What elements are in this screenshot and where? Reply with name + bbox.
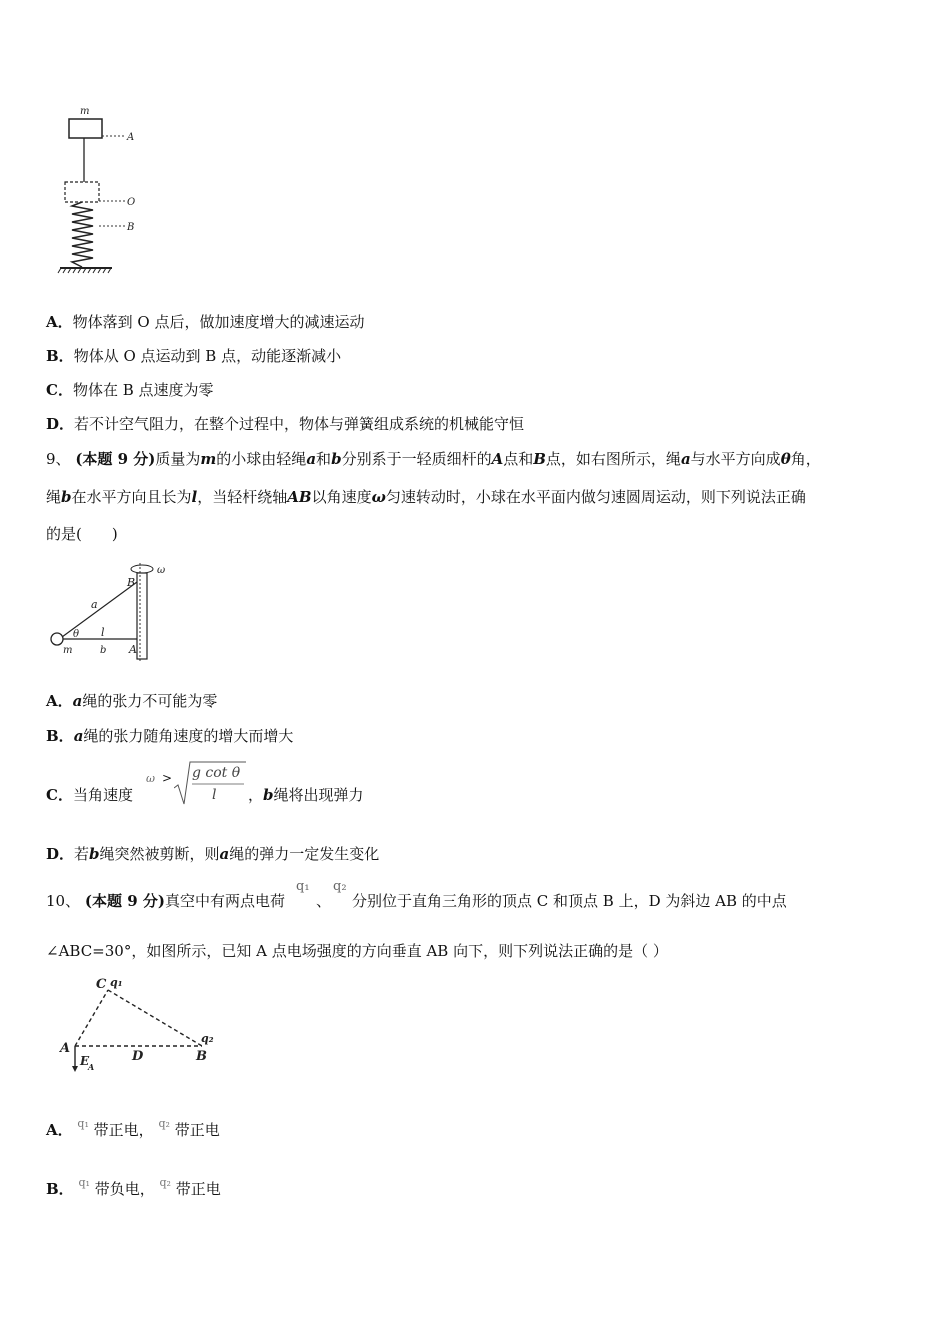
fig-label-C: C xyxy=(96,977,107,992)
fig-label-A: A xyxy=(129,643,137,656)
q9-option-b[interactable] xyxy=(46,725,293,746)
option-letter: A． xyxy=(46,692,73,710)
stem-text: 匀速转动时，小球在水平面内做匀速圆周运动，则下列说法正确 xyxy=(385,488,806,506)
stem-text: 质量为 xyxy=(155,450,201,468)
stem-text: 与水平方向成 xyxy=(690,450,781,468)
fig-label-omega: ω xyxy=(157,565,166,576)
option-text: 带负电， xyxy=(94,1180,155,1198)
var-a: a xyxy=(219,845,230,863)
q8-option-b[interactable] xyxy=(46,345,341,366)
option-text: 绳突然被剪断，则 xyxy=(99,845,220,863)
option-text: 当角速度 xyxy=(72,786,133,804)
var-b: b xyxy=(331,450,342,468)
q8-option-a[interactable] xyxy=(46,311,364,332)
q9-option-c-tail xyxy=(248,784,364,805)
fig-label-EA: E xyxy=(80,1054,90,1068)
fig-label-l: l xyxy=(101,626,105,639)
spring-coil xyxy=(72,202,93,267)
omega-symbol: ω xyxy=(146,772,155,785)
var-b: b xyxy=(61,488,72,506)
stem-text: ，当轻杆绕轴 xyxy=(197,488,288,506)
q1-symbol: q₁ xyxy=(296,879,310,894)
fig-label-B: B xyxy=(196,1049,207,1064)
fig-label-O: O xyxy=(127,197,136,208)
q10-stem-line1 xyxy=(46,890,285,911)
option-text: 绳的张力不可能为零 xyxy=(82,692,218,710)
q9-option-a[interactable] xyxy=(46,690,217,711)
q9-stem-line1 xyxy=(46,448,821,469)
question-score: (本题 9 分) xyxy=(75,450,156,468)
var-b: b xyxy=(263,786,274,804)
gt-symbol: > xyxy=(162,771,173,785)
stem-text: ∠ABC=30°，如图所示，已知 A 点电场强度的方向垂直 AB 向下，则下列说法正确的是（ ） xyxy=(46,942,668,960)
fig-label-m: m xyxy=(63,645,73,656)
fig-label-theta: θ xyxy=(73,629,80,640)
option-letter: A． xyxy=(46,1121,73,1139)
q1-symbol: q₁ xyxy=(77,1117,89,1130)
stem-text: 点和 xyxy=(503,450,534,468)
fig-label-A: A xyxy=(60,1041,71,1056)
option-letter: C． xyxy=(46,786,73,804)
stem-text: 绳 xyxy=(46,488,62,506)
var-A: A xyxy=(491,450,504,468)
mass-block-dashed xyxy=(65,182,99,202)
stem-text: 的小球由轻绳 xyxy=(216,450,307,468)
option-letter: B． xyxy=(46,347,74,365)
fig-label-B: B xyxy=(127,222,135,233)
q9-option-d[interactable] xyxy=(46,843,379,864)
option-letter: B． xyxy=(46,1180,74,1198)
var-a: a xyxy=(73,727,84,745)
stem-text: 分别系于一轻质细杆的 xyxy=(341,450,492,468)
q9-stem-line3 xyxy=(46,523,118,544)
q10-stem-line1-tail: 分别位于直角三角形的顶点 C 和顶点 B 上，D 为斜边 AB 的中点 xyxy=(352,892,787,910)
var-l: l xyxy=(191,488,198,506)
comma: ， xyxy=(248,786,264,804)
q2-symbol: q₂ xyxy=(159,1176,171,1189)
stem-text: 的是( ) xyxy=(46,525,118,543)
q10-stem-line2 xyxy=(46,940,668,961)
var-a: a xyxy=(306,450,317,468)
var-a: a xyxy=(72,692,83,710)
q9-stem-line2 xyxy=(46,486,806,507)
fig-label-m: m xyxy=(80,106,90,117)
var-omega: ω xyxy=(371,488,386,506)
question-number: 9、 xyxy=(46,450,71,468)
q1-symbol: q₁ xyxy=(78,1176,90,1189)
var-theta: θ xyxy=(780,450,791,468)
option-text: 绳的张力随角速度的增大而增大 xyxy=(83,727,294,745)
stem-text: 在水平方向且长为 xyxy=(71,488,192,506)
mass-block xyxy=(69,119,102,138)
option-text: 绳的弹力一定发生变化 xyxy=(229,845,380,863)
question-score: (本题 9 分) xyxy=(84,892,165,910)
option-letter: D． xyxy=(46,415,75,433)
q8-option-c[interactable] xyxy=(46,379,214,400)
fig-label-D: D xyxy=(132,1049,144,1064)
fig-label-A: A xyxy=(127,132,135,143)
rod-ball-figure xyxy=(45,557,185,667)
var-b: b xyxy=(89,845,100,863)
frac-numerator: g cot θ xyxy=(192,765,241,781)
stem-text: 以角速度 xyxy=(311,488,372,506)
fig-label-b: b xyxy=(100,645,107,656)
option-letter: C． xyxy=(46,381,73,399)
option-text: 带正电， xyxy=(93,1121,154,1139)
option-text: 若 xyxy=(74,845,90,863)
side-AC xyxy=(75,990,108,1046)
fig-label-q1: q₁ xyxy=(110,976,123,989)
side-CB xyxy=(108,990,202,1046)
var-m: m xyxy=(200,450,217,468)
option-letter: D． xyxy=(46,845,75,863)
var-a: a xyxy=(680,450,691,468)
q8-option-d[interactable] xyxy=(46,413,524,434)
ball xyxy=(51,633,63,645)
option-text: 物体在 B 点速度为零 xyxy=(72,381,214,399)
stem-text: 真空中有两点电荷 xyxy=(164,892,285,910)
option-text: 带正电 xyxy=(175,1180,221,1198)
stem-text: 和 xyxy=(316,450,332,468)
rod xyxy=(137,573,147,659)
stem-text: 角， xyxy=(790,450,821,468)
q2-symbol: q₂ xyxy=(158,1117,170,1130)
option-text: 绳将出现弹力 xyxy=(273,786,364,804)
var-AB: AB xyxy=(287,488,312,506)
q10-option-a[interactable] xyxy=(46,1119,220,1140)
option-letter: B． xyxy=(46,727,74,745)
q9-option-c[interactable] xyxy=(46,784,133,805)
option-text: 若不计空气阻力，在整个过程中，物体与弹簧组成系统的机械能守恒 xyxy=(74,415,525,433)
var-B: B xyxy=(533,450,546,468)
option-text: 带正电 xyxy=(174,1121,220,1139)
frac-denominator: l xyxy=(212,787,217,803)
separator: 、 xyxy=(316,892,332,910)
fig-label-B: B xyxy=(127,576,136,589)
rotation-arrow xyxy=(131,565,153,573)
option-text: 物体从 O 点运动到 B 点，动能逐渐减小 xyxy=(73,347,342,365)
q2-symbol: q₂ xyxy=(333,879,347,894)
spring-mass-figure xyxy=(55,100,155,280)
question-number: 10、 xyxy=(46,892,81,910)
fig-label-q2: q₂ xyxy=(201,1032,214,1045)
q10-option-b[interactable] xyxy=(46,1178,221,1199)
stem-text: 点，如右图所示，绳 xyxy=(545,450,681,468)
option-letter: A． xyxy=(46,313,73,331)
fig-label-EA-sub: A xyxy=(88,1062,95,1072)
option-text: 物体落到 O 点后，做加速度增大的减速运动 xyxy=(72,313,365,331)
triangle-figure xyxy=(50,970,230,1080)
fig-label-a: a xyxy=(91,598,98,611)
